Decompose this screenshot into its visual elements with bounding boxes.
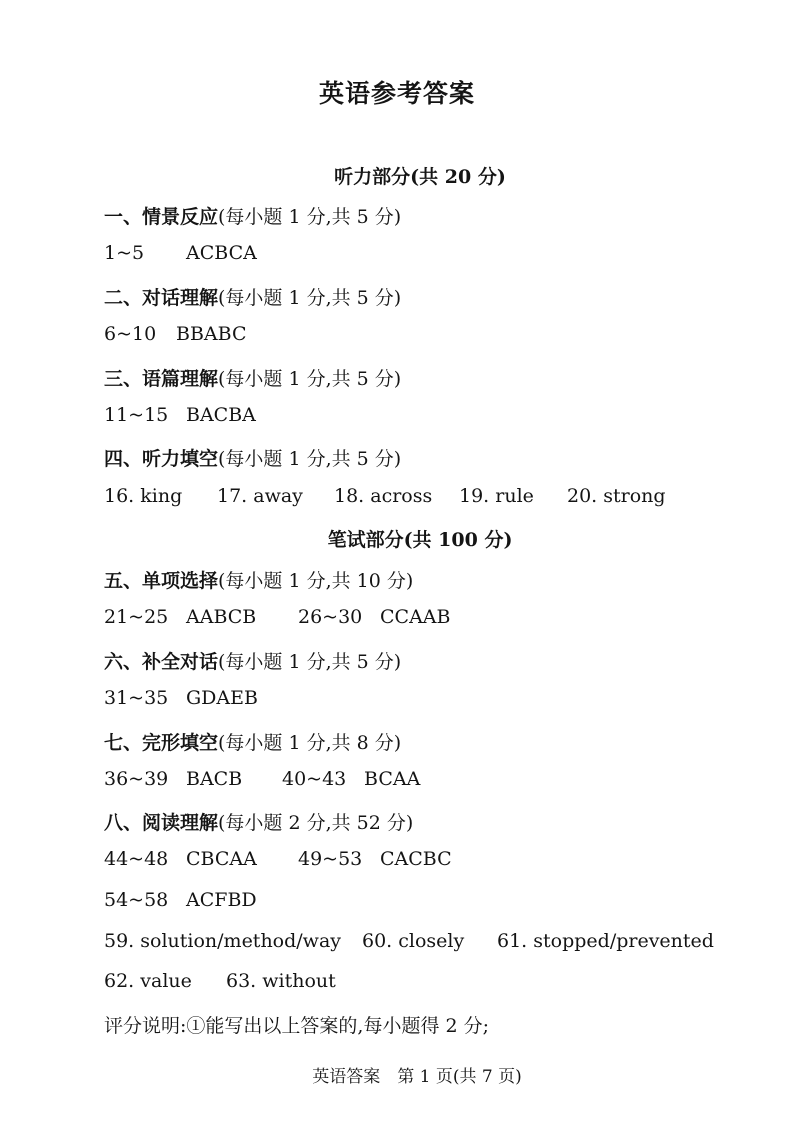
question-range: 49~53 [298, 848, 363, 870]
section-scoring-note: (每小题 1 分,共 5 分) [218, 651, 402, 673]
answer-key: ACBCA [186, 242, 257, 264]
answer-line-1 [104, 242, 257, 264]
answer-line-6 [104, 687, 258, 709]
answer-line-9 [104, 889, 257, 911]
question-range: 54~58 [104, 889, 169, 911]
section-scoring-note: (每小题 1 分,共 5 分) [218, 206, 402, 228]
answer-63: 63. without [226, 970, 336, 992]
answer-60: 60. closely [362, 930, 465, 952]
section-heading-2 [104, 283, 401, 310]
answer-key: BCAA [364, 768, 421, 790]
answer-key: ACFBD [186, 889, 257, 911]
question-range: 26~30 [298, 606, 363, 628]
section-scoring-note: (每小题 1 分,共 5 分) [218, 287, 402, 309]
question-range: 21~25 [104, 606, 169, 628]
question-range: 36~39 [104, 768, 169, 790]
answer-59: 59. solution/method/way [104, 930, 342, 952]
answer-line-8 [104, 848, 452, 870]
section-scoring-note: (每小题 1 分,共 10 分) [218, 570, 414, 592]
listening-part-title: 听力部分(共 20 分) [334, 166, 506, 188]
question-range: 6~10 [104, 323, 157, 345]
answer-line-4 [104, 485, 666, 507]
section-heading-6 [104, 647, 401, 674]
answer-key: BACBA [186, 404, 256, 426]
question-range: 1~5 [104, 242, 145, 264]
question-range: 11~15 [104, 404, 169, 426]
answer-18: 18. across [334, 485, 433, 507]
answer-key: CACBC [380, 848, 452, 870]
section-heading-label: 六、补全对话 [104, 651, 219, 673]
answer-20: 20. strong [567, 485, 666, 507]
section-heading-1 [104, 202, 401, 229]
question-range: 44~48 [104, 848, 169, 870]
answer-line-3 [104, 404, 256, 426]
section-scoring-note: (每小题 1 分,共 5 分) [218, 448, 402, 470]
question-range: 31~35 [104, 687, 169, 709]
question-range: 40~43 [282, 768, 347, 790]
answer-key: CCAAB [380, 606, 451, 628]
answer-line-11 [104, 970, 336, 992]
section-heading-label: 一、情景反应 [104, 206, 219, 228]
document-title: 英语参考答案 [318, 79, 475, 108]
section-heading-7 [104, 728, 401, 755]
section-heading-5 [104, 566, 413, 593]
section-scoring-note: (每小题 2 分,共 52 分) [218, 812, 414, 834]
writing-part-title: 笔试部分(共 100 分) [327, 529, 513, 551]
answer-key: BBABC [176, 323, 247, 345]
answer-line-7 [104, 768, 420, 790]
answer-16: 16. king [104, 485, 183, 507]
answer-line-5 [104, 606, 450, 628]
section-scoring-note: (每小题 1 分,共 8 分) [218, 732, 402, 754]
section-heading-label: 四、听力填空 [104, 448, 219, 470]
section-heading-label: 五、单项选择 [104, 570, 219, 592]
answer-17: 17. away [217, 485, 303, 507]
answer-61: 61. stopped/prevented [497, 930, 714, 952]
answer-62: 62. value [104, 970, 192, 992]
section-heading-3 [104, 364, 401, 391]
answer-line-10 [104, 930, 714, 952]
scoring-note: 评分说明:①能写出以上答案的,每小题得 2 分; [104, 1015, 490, 1037]
section-scoring-note: (每小题 1 分,共 5 分) [218, 368, 402, 390]
answer-key: CBCAA [186, 848, 257, 870]
answer-key: AABCB [186, 606, 257, 628]
section-heading-label: 八、阅读理解 [104, 812, 219, 834]
section-heading-label: 二、对话理解 [104, 287, 219, 309]
section-heading-8 [104, 808, 413, 835]
section-heading-label: 七、完形填空 [104, 732, 219, 754]
section-heading-label: 三、语篇理解 [104, 368, 219, 390]
answer-19: 19. rule [459, 485, 534, 507]
page-footer: 英语答案 第 1 页(共 7 页) [312, 1067, 522, 1087]
section-heading-4 [104, 444, 401, 471]
answer-key: BACB [186, 768, 243, 790]
answer-line-2 [104, 323, 247, 345]
answer-key: GDAEB [186, 687, 258, 709]
